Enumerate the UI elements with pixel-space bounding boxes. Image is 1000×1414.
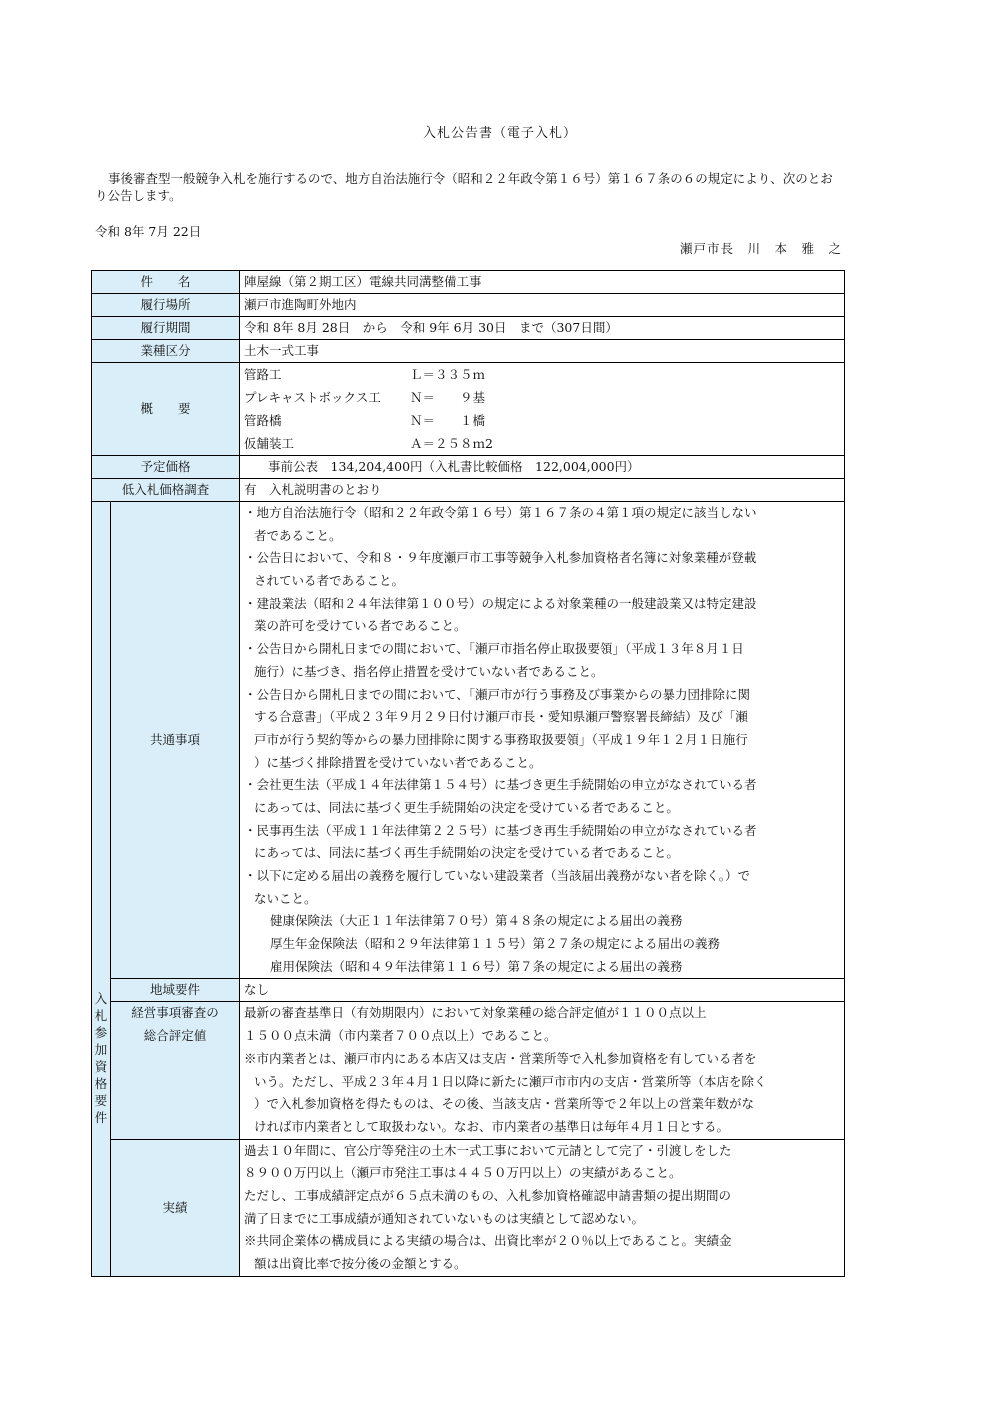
category-label: 業種区分: [92, 340, 240, 363]
row-region: [92, 979, 845, 1002]
period-value: 令和 8年 8月 28日 から 令和 9年 6月 30日 まで（307日間）: [240, 317, 845, 340]
record-value: 過去１０年間に、官公庁等発注の土木一式工事において元請として完了・引渡しをした ８９００万円以上（瀬戸市発注工事は４４５０万円以上）の実績があること。 ただし、工事成績評定点が６５点未満のもの、入札参加資格確認申請書類の提出期間の 満了日までに工事成績が通知されていないものは実績として認めない。 ※共同企業体の構成員による実績の場合は、出資比率が２０％以上であること。実績金 額は出資比率で按分後の金額とする。: [240, 1139, 845, 1276]
row-common: [92, 502, 845, 979]
region-label: 地域要件: [111, 979, 240, 1002]
low-bid-value: 有 入札説明書のとおり: [240, 479, 845, 502]
category-value: 土木一式工事: [240, 340, 845, 363]
rating-label: 経営事項審査の 総合評定値: [111, 1002, 240, 1139]
overview-item: 管路橋 Ｎ＝ １橋: [244, 413, 486, 428]
issuer-name: 瀬戸市長 川 本 雅 之: [679, 241, 842, 256]
overview-item: 仮舗装工 Ａ＝２５８ｍ2: [244, 436, 493, 451]
preamble-text: 事後審査型一般競争入札を施行するので、地方自治法施行令（昭和２２年政令第１６号）第１６７条の６の規定により、次のとおり公告します。: [95, 171, 833, 203]
row-record: [92, 1139, 845, 1276]
issue-date: 令和 8年 7月 22日: [95, 224, 202, 239]
record-label: 実績: [111, 1139, 240, 1276]
place-value: 瀬戸市進陶町外地内: [240, 294, 845, 317]
project-name-value: 陣屋線（第２期工区）電線共同溝整備工事: [240, 271, 845, 294]
project-name-label: 件 名: [92, 271, 240, 294]
row-overview: [92, 363, 845, 456]
announcement-table: [91, 270, 845, 1277]
row-category: [92, 340, 845, 363]
region-value: なし: [240, 979, 845, 1002]
overview-item: 管路工 Ｌ＝３３５ｍ: [244, 367, 486, 382]
row-place: [92, 294, 845, 317]
price-value: 事前公表 134,204,400円（入札書比較価格 122,004,000円）: [240, 456, 845, 479]
eligibility-label: 入札参加資格要件: [92, 502, 111, 1277]
row-price: [92, 456, 845, 479]
row-low-bid: [92, 479, 845, 502]
common-label: 共通事項: [111, 502, 240, 979]
overview-item: プレキャストボックス工 Ｎ＝ ９基: [244, 390, 486, 405]
period-label: 履行期間: [92, 317, 240, 340]
price-label: 予定価格: [92, 456, 240, 479]
place-label: 履行場所: [92, 294, 240, 317]
common-value: ・地方自治法施行令（昭和２２年政令第１６号）第１６７条の４第１項の規定に該当しない 者であること。 ・公告日において、令和８・９年度瀬戸市工事等競争入札参加資格者名簿に対象業種が登載 されている者であること。 ・建設業法（昭和２４年法律第１００号）の規定による対象業種の一般建設業又は特定建設 業の許可を受けている者であること。 ・公告日から開札日までの間において、「瀬戸市指名停止取扱要領」（平成１３年８月１日 施行）に基づき、指名停止措置を受けていない者であること。 ・公告日から開札日までの間において、「瀬戸市が行う事務及び事業からの暴力団排除に関 する合意書」（平成２３年９月２９日付け瀬戸市長・愛知県瀬戸警察署長締結）及び「瀬 戸市が行う契約等からの暴力団排除に関する事務取扱要領」（平成１９年１２月１日施行 ）に基づく排除措置を受けていない者であること。 ・会社更生法（平成１４年法律第１５４号）に基づき更生手続開始の申立がなされている者 にあっては、同法に基づく更生手続開始の決定を受けている者であること。 ・民事再生法（平成１１年法律第２２５号）に基づき再生手続開始の申立がなされている者 にあっては、同法に基づく再生手続開始の決定を受けている者であること。 ・以下に定める届出の義務を履行していない建設業者（当該届出義務がない者を除く。）で ないこと。 健康保険法（大正１１年法律第７０号）第４８条の規定による届出の義務 厚生年金保険法（昭和２９年法律第１１５号）第２７条の規定による届出の義務 雇用保険法（昭和４９年法律第１１６号）第７条の規定による届出の義務: [240, 502, 845, 979]
rating-value: 最新の審査基準日（有効期限内）において対象業種の総合評定値が１１００点以上 １５００点未満（市内業者７００点以上）であること。 ※市内業者とは、瀬戸市内にある本店又は支店・営業所等で入札参加資格を有している者を いう。ただし、平成２３年４月１日以降に新たに瀬戸市市内の支店・営業所等（本店を除く ）で入札参加資格を得たものは、その後、当該支店・営業所等で２年以上の営業年数がな ければ市内業者として取扱わない。なお、市内業者の基準日は毎年４月１日とする。: [240, 1002, 845, 1139]
row-project-name: [92, 271, 845, 294]
document-title: 入札公告書（電子入札）: [422, 126, 577, 141]
low-bid-label: 低入札価格調査: [92, 479, 240, 502]
row-period: [92, 317, 845, 340]
overview-label: 概 要: [92, 363, 240, 456]
row-rating: [92, 1002, 845, 1139]
overview-value: [240, 363, 845, 456]
